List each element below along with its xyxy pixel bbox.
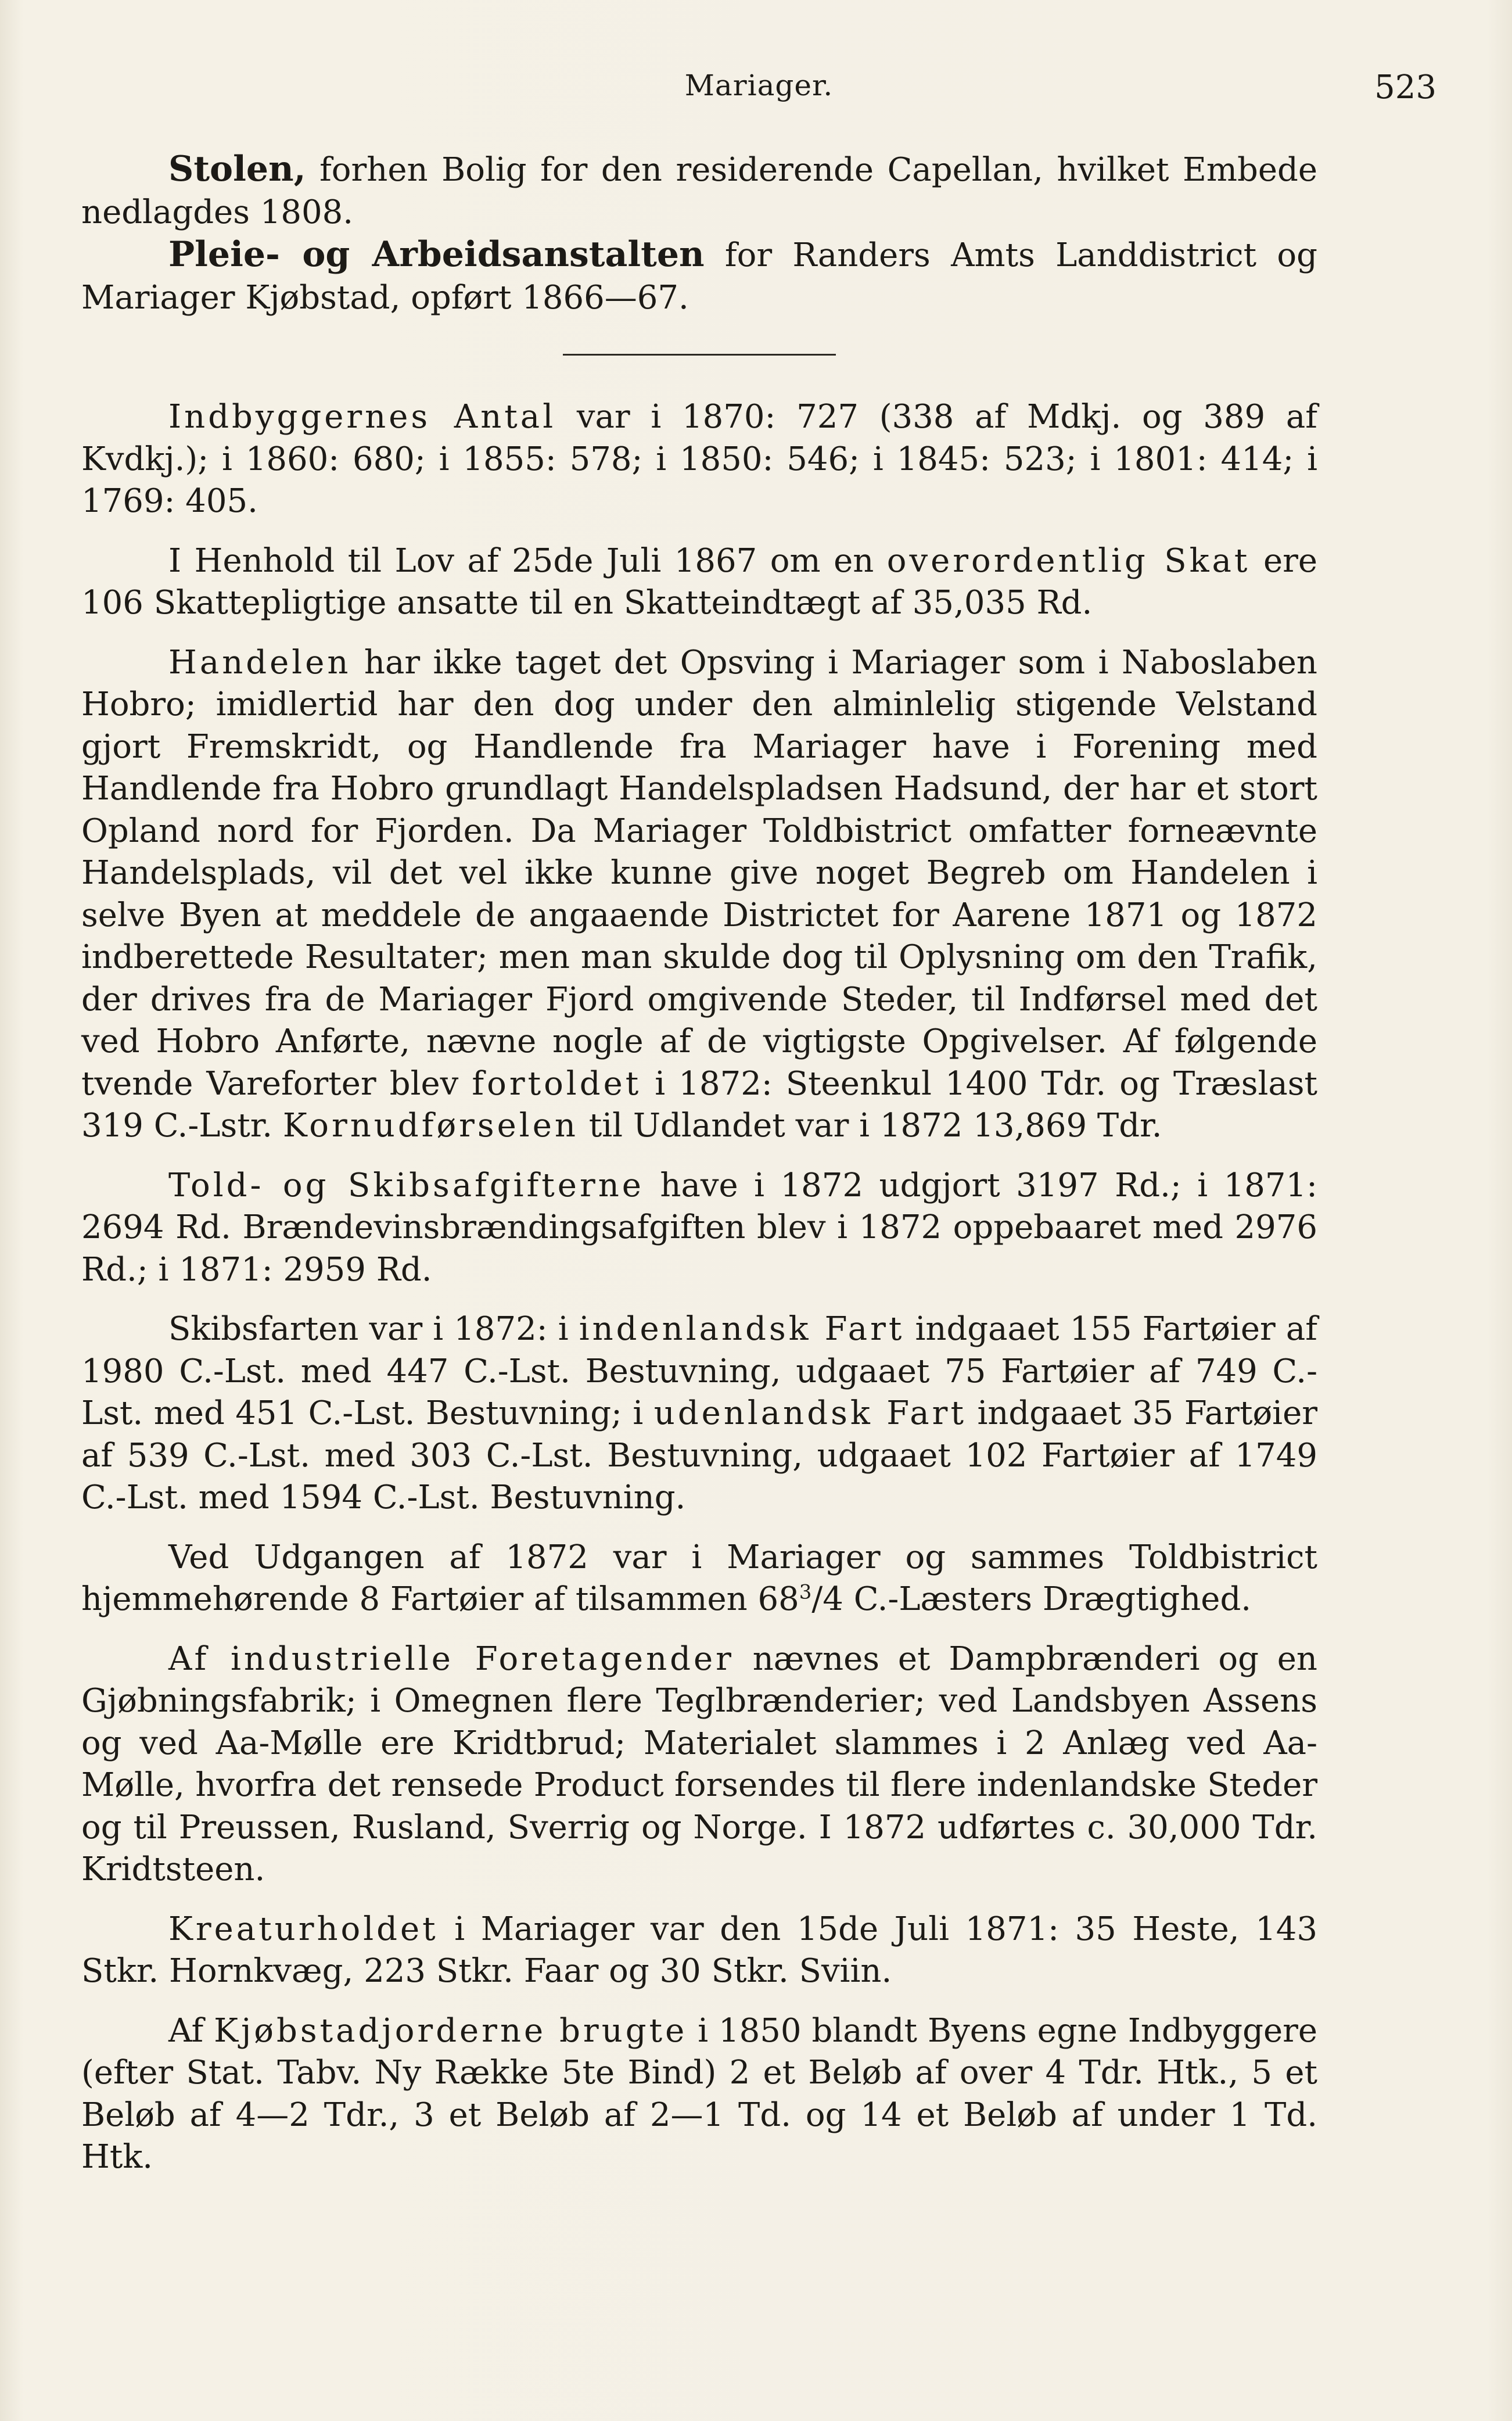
fraction-denominator: 4 — [823, 1580, 843, 1618]
paragraph-text: nævnes et Dampbrænderi og en Gjøbningsfabrik; i Omegnen flere Teglbrænderier; ved Landsbyen Assens og ved Aa-Mølle ere Kridtbrud; Materialet slammes i 2 Anlæg ved Aa-Mølle, hvorfra det rensede Product forsendes til flere indenlandske Steder og til Preussen, Rusland, Sverrig og Norge. I 1872 udførtes c. 30,000 Tdr. Kridtsteen. — [81, 1640, 1317, 1888]
paragraph-text: indgaaet 35 Fartøier af 539 C.-Lst. med 303 C.-Lst. Bestuvning, udgaaet 102 Fartøier af 1749 C.-Lst. med 1594 C.-Lst. Bestuvning. — [81, 1394, 1317, 1516]
spaced-term: fortoldet — [472, 1064, 642, 1103]
paragraph-lead: Af industrielle Foretagender — [168, 1640, 734, 1678]
entry-stolen — [81, 148, 1317, 234]
paragraph-text: Skibsfarten var i 1872: i — [168, 1310, 579, 1348]
spaced-term: indenlandsk Fart — [579, 1310, 905, 1348]
spaced-term: udenlandsk Fart — [653, 1394, 967, 1432]
entry-text: forhen Bolig for den residerende Capellan, hvilket Embede nedlagdes 1808. — [81, 151, 1317, 231]
paragraph-shipping — [81, 1308, 1317, 1519]
spaced-term: overordentlig Skat — [886, 541, 1251, 580]
paragraph-livestock — [81, 1909, 1317, 1993]
paragraph-land — [81, 2010, 1317, 2179]
spaced-term: Kjøbstadjorderne brugte — [214, 2011, 688, 2050]
page-number: 523 — [1374, 69, 1436, 106]
paragraph-text: Ved Udgangen af 1872 var i Mariager og sammes Toldbistrict hjemmehørende 8 Fartøier af tilsammen 68 — [81, 1538, 1317, 1618]
page-header — [81, 69, 1436, 115]
page-body — [81, 148, 1317, 2179]
paragraph-text: I Henhold til Lov af 25de Juli 1867 om en — [168, 541, 887, 580]
paragraph-fleet — [81, 1537, 1317, 1621]
paragraph-text: var i 1870: 727 (338 af Mdkj. og 389 af Kvdkj.); i 1860: 680; i 1855: 578; i 1850: 546; i 1845: 523; i 1801: 414; i 1769: 405. — [81, 398, 1317, 520]
paragraph-text: i 1872: Steenkul 1400 Tdr. og Træslast 319 C.-Lstr. — [81, 1064, 1317, 1145]
paragraph-text: i 1850 blandt Byens egne Indbyggere (efter Stat. Tabv. Ny Række 5te Bind) 2 et Beløb af over 4 Tdr. Htk., 5 et Beløb af 4—2 Tdr., 3 et Beløb af 2—1 Td. og 14 et Beløb af under 1 Td. Htk. — [81, 2011, 1317, 2176]
paragraph-text: i Mariager var den 15de Juli 1871: 35 Heste, 143 Stkr. Hornkvæg, 223 Stkr. Faar og 30 Stkr. Sviin. — [81, 1910, 1317, 1990]
spaced-term: Kornudførselen — [282, 1107, 579, 1145]
paragraph-text: til Udlandet var i 1872 13,869 Tdr. — [578, 1107, 1162, 1145]
paragraph-customs — [81, 1165, 1317, 1292]
entry-text: for Randers Amts Landdistrict og Mariager Kjøbstad, opført 1866—67. — [81, 236, 1317, 317]
fraction-numerator: 3 — [799, 1580, 812, 1604]
paragraph-text: indgaaet 155 Fartøier af 1980 C.-Lst. med 447 C.-Lst. Bestuvning, udgaaet 75 Fartøier af 749 C.-Lst. med 451 C.-Lst. Bestuvning; i — [81, 1310, 1317, 1432]
paragraph-lead: Indbyggernes Antal — [168, 398, 556, 436]
paragraph-text: har ikke taget det Opsving i Mariager som i Naboslaben Hobro; imidlertid har den dog under den alminlelig stigende Velstand gjort Fremskridt, og Handlende fra Mariager have i Forening med Handlende fra Hobro grundlagt Handelspladsen Hadsund, der har et stort Opland nord for Fjorden. Da Mariager Toldbistrict omfatter forneævnte Handelsplads, vil det vel ikke kunne give noget Begreb om Handelen i selve Byen at meddele de angaaende Districtet for Aarene 1871 og 1872 indberettede Resultater; men man skulde dog til Oplysning om den Trafik, der drives fra de Mariager Fjord omgivende Steder, til Indførsel med det ved Hobro Anførte, nævne nogle af de vigtigste Opgivelser. Af følgende tvende Vareforter blev — [81, 643, 1317, 1103]
paragraph-text: Af — [168, 2011, 214, 2050]
paragraph-trade — [81, 642, 1317, 1147]
paragraph-text: have i 1872 udgjort 3197 Rd.; i 1871: 2694 Rd. Brændevinsbrændingsafgiften blev i 1872 oppebaaret med 2976 Rd.; i 1871: 2959 Rd. — [81, 1166, 1318, 1289]
entry-pleieanstalt — [81, 234, 1317, 319]
paragraph-industry — [81, 1638, 1317, 1891]
section-divider — [563, 354, 836, 356]
paragraph-text: ere 106 Skattepligtige ansatte til en Skatteindtægt af 35,035 Rd. — [81, 541, 1318, 622]
paragraph-tax — [81, 540, 1317, 625]
running-title: Mariager. — [684, 69, 834, 102]
paragraph-lead: Told- og Skibsafgifterne — [168, 1166, 644, 1204]
paragraph-lead: Kreaturholdet — [168, 1910, 439, 1948]
fraction: $^3$/4 — [799, 1580, 843, 1618]
paragraph-lead: Handelen — [168, 643, 351, 682]
paragraph-text: C.-Læsters Drægtighed. — [843, 1580, 1252, 1618]
paragraph-population — [81, 396, 1317, 523]
entry-heading: Stolen, — [168, 149, 306, 189]
entry-heading: Pleie- og Arbeidsanstalten — [168, 234, 705, 275]
